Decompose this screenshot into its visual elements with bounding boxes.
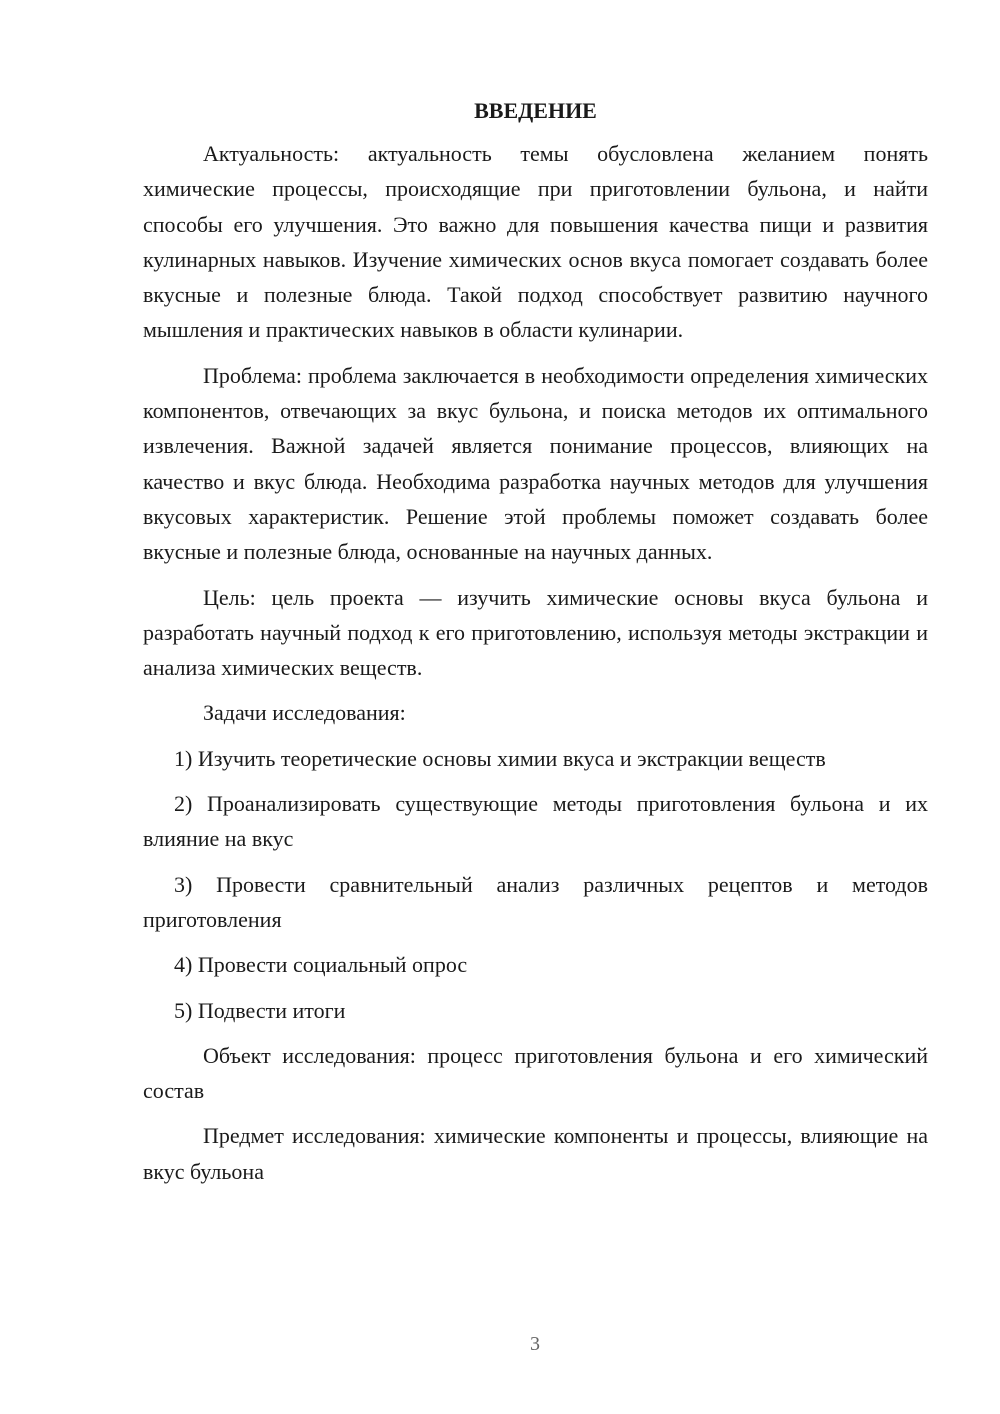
goal-paragraph: Цель: цель проекта — изучить химические основы вкуса бульона и разработать научный подход к его приготовлению, используя методы экстракции и анализа химических веществ. bbox=[143, 584, 928, 681]
section-title: ВВЕДЕНИЕ bbox=[474, 98, 597, 123]
page-number: 3 bbox=[530, 1333, 540, 1355]
problem-paragraph: Проблема: проблема заключается в необходимости определения химических компонентов, отвечающих за вкус бульона, и поиска методов их оптимального извлечения. Важной задачей является понимание процессов, влияющих на качество и вкус блюда. Необходима разработка научных методов для улучшения вкусовых характеристик. Решение этой проблемы поможет создавать более вкусные и полезные блюда, основанные на научных данных. bbox=[143, 362, 928, 565]
task-item: 5) Подвести итоги bbox=[174, 997, 346, 1023]
tasks-heading: Задачи исследования: bbox=[203, 700, 406, 726]
task-item: 1) Изучить теоретические основы химии вкуса и экстракции веществ bbox=[174, 745, 826, 771]
object-paragraph: Объект исследования: процесс приготовления бульона и его химический состав bbox=[143, 1042, 928, 1104]
task-item: 3) Провести сравнительный анализ различных рецептов и методов приготовления bbox=[143, 871, 928, 932]
page-content bbox=[143, 96, 928, 1199]
task-item: 4) Провести социальный опрос bbox=[174, 952, 468, 978]
relevance-paragraph: Актуальность: актуальность темы обусловлена желанием понять химические процессы, происходящие при приготовлении бульона, и найти способы его улучшения. Это важно для повышения качества пищи и развития кулинарных навыков. Изучение химических основ вкуса помогает создавать более вкусные и полезные блюда. Такой подход способствует развитию научного мышления и практических навыков в области кулинарии. bbox=[143, 141, 928, 343]
task-item: 2) Проанализировать существующие методы приготовления бульона и их влияние на вкус bbox=[143, 791, 928, 852]
subject-paragraph: Предмет исследования: химические компоненты и процессы, влияющие на вкус бульона bbox=[143, 1123, 928, 1184]
